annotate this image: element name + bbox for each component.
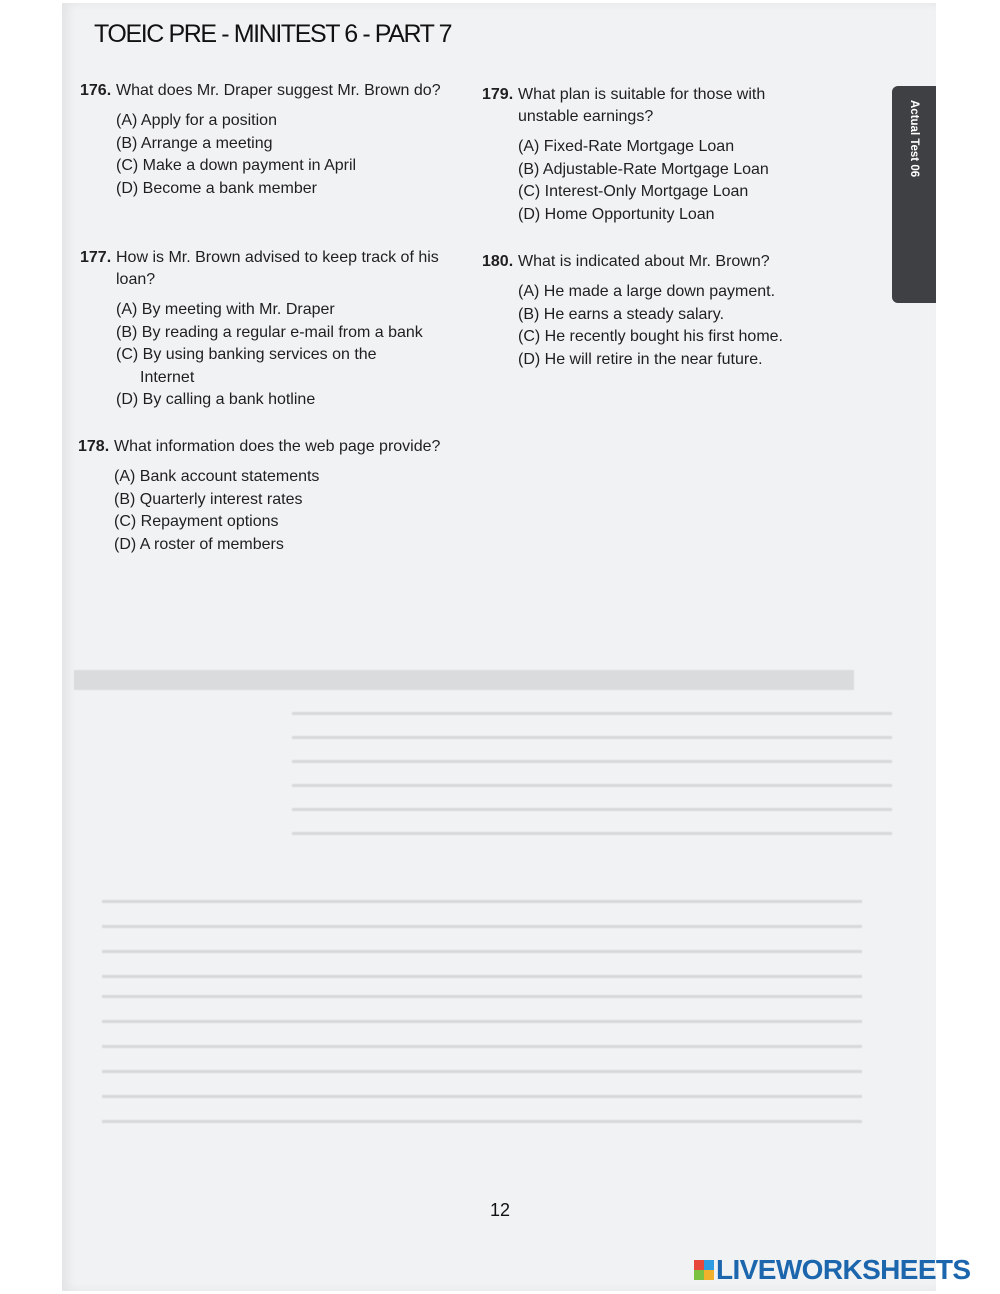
question-180 (482, 251, 842, 371)
answer-options (78, 466, 458, 556)
question-text: What plan is suitable for those with unstable earnings? (518, 86, 766, 125)
answer-option-b[interactable]: (B) By reading a regular e-mail from a bank (116, 323, 423, 341)
question-number: 180. (482, 253, 514, 270)
answer-options (80, 299, 423, 412)
question-176 (80, 80, 460, 200)
answer-option-c[interactable]: (C) Repayment options (114, 513, 279, 530)
answer-option-a[interactable]: (A) Apply for a position (116, 112, 277, 129)
answer-option-b[interactable]: (B) Adjustable-Rate Mortgage Loan (518, 160, 769, 178)
page-title: TOEIC PRE - MINITEST 6 - PART 7 (94, 20, 452, 48)
question-text: What is indicated about Mr. Brown? (518, 253, 770, 270)
question-177 (80, 247, 460, 412)
answer-option-b[interactable]: (B) Arrange a meeting (116, 134, 273, 152)
answer-option-d[interactable]: (D) By calling a bank hotline (116, 391, 316, 408)
faded-background-passage (62, 630, 936, 1190)
answer-option-a[interactable]: (A) He made a large down payment. (518, 283, 776, 300)
question-stem (482, 84, 822, 128)
section-tab-label: Actual Test 06 (908, 100, 920, 178)
answer-option-b[interactable]: (B) Quarterly interest rates (114, 490, 303, 508)
question-stem (78, 436, 444, 458)
answer-option-d[interactable]: (D) Home Opportunity Loan (518, 205, 715, 223)
answer-option-a[interactable]: (A) By meeting with Mr. Draper (116, 301, 335, 318)
question-number: 179. (482, 86, 514, 103)
question-text: What does Mr. Draper suggest Mr. Brown do? (116, 82, 441, 99)
question-number: 178. (78, 438, 110, 455)
question-stem (482, 251, 842, 273)
answer-option-b[interactable]: (B) He earns a steady salary. (518, 305, 725, 323)
answer-options (482, 281, 842, 371)
brand-name: LIVEWORKSHEETS (716, 1254, 971, 1285)
answer-options (482, 136, 822, 226)
answer-option-d[interactable]: (D) A roster of members (114, 535, 284, 553)
answer-option-a[interactable]: (A) Fixed-Rate Mortgage Loan (518, 138, 735, 155)
question-178 (78, 436, 458, 556)
question-stem (80, 247, 460, 291)
question-stem (80, 80, 460, 102)
answer-option-a[interactable]: (A) Bank account statements (114, 468, 320, 485)
question-number: 176. (80, 82, 112, 99)
answer-option-d[interactable]: (D) He will retire in the near future. (518, 350, 763, 368)
answer-options (80, 110, 460, 200)
section-tab (892, 86, 936, 303)
question-number: 177. (80, 249, 112, 266)
question-text: What information does the web page provide? (114, 438, 441, 455)
question-text: How is Mr. Brown advised to keep track of his loan? (116, 249, 439, 288)
answer-option-c[interactable]: (C) He recently bought his first home. (518, 328, 783, 345)
answer-option-c[interactable]: (C) By using banking services on the Internet (116, 346, 377, 386)
answer-option-c[interactable]: (C) Interest-Only Mortgage Loan (518, 183, 749, 200)
answer-option-d[interactable]: (D) Become a bank member (116, 179, 317, 197)
liveworksheets-icon (694, 1260, 714, 1280)
question-179 (482, 84, 822, 226)
liveworksheets-logo (694, 1255, 971, 1285)
answer-option-c[interactable]: (C) Make a down payment in April (116, 157, 357, 174)
page-number: 12 (489, 1200, 511, 1220)
